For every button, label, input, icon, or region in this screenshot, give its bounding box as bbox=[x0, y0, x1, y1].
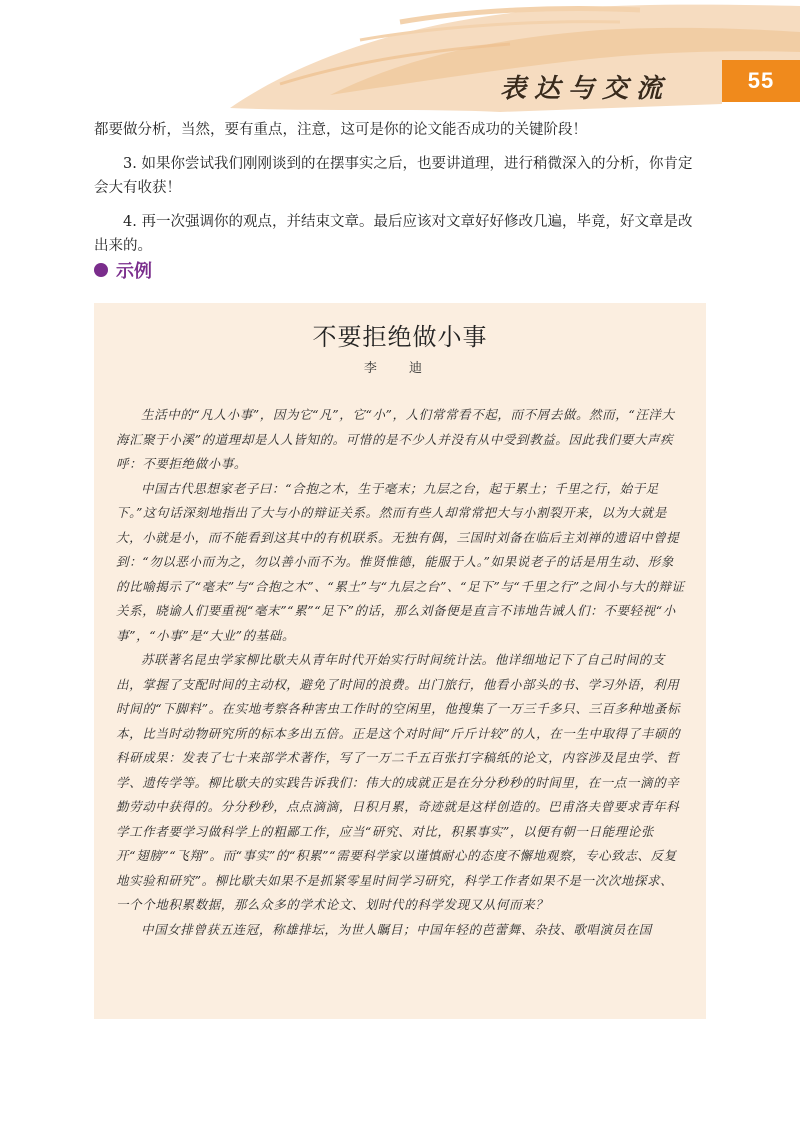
chapter-title: 表达与交流 bbox=[500, 74, 671, 104]
essay-paragraph: 苏联著名昆虫学家柳比歇夫从青年时代开始实行时间统计法。他详细地记下了自己时间的支出，掌握了支配时间的主动权，避免了时间的浪费。出门旅行，他看小部头的书、学习外语，利用时间的“下脚料”。在实地考察各种害虫工作时的空闲里，他搜集了一万三千多只、三百多种地蚤标本，比当时动物研究所的标本多出五倍。正是这个对时间“斤斤计较”的人，在一生中取得了丰硕的科研成果：发表了七十来部学术著作，写了一万二千五百张打字稿纸的论文，内容涉及昆虫学、哲学、遗传学等。柳比歇夫的实践告诉我们：伟大的成就正是在分分秒秒的时间里，在一点一滴的辛勤劳动中获得的。分分秒秒，点点滴滴，日积月累，奇迹就是这样创造的。巴甫洛夫曾要求青年科学工作者要学习做科学上的粗鄙工作，应当“研究、对比，积累事实”，以便有朝一日能理论张开“翅膀”“飞翔”。而“事实”的“积累”“需要科学家以谨慎耐心的态度不懈地观察，专心致志、反复地实验和研究”。柳比歇夫如果不是抓紧零星时间学习研究，科学工作者如果不是一次次地探求、一个个地积累数据，那么众多的学术论文、划时代的科学发现又从何而来？ bbox=[116, 652, 681, 912]
essay-body bbox=[116, 403, 686, 942]
example-essay-box bbox=[94, 303, 706, 1019]
section-label: 示例 bbox=[116, 261, 152, 281]
page-number: 55 bbox=[722, 60, 800, 102]
essay-paragraph: 生活中的“凡人小事”，因为它“凡”，它“小”，人们常常看不起，而不屑去做。然而，“汪洋大海汇聚于小溪”的道理却是人人皆知的。可惜的是不少人并没有从中受到教益。因此我们要大声疾呼：不要拒绝做小事。 bbox=[116, 407, 675, 471]
essay-author: 李 迪 bbox=[363, 361, 437, 376]
bullet-icon bbox=[94, 263, 108, 277]
intro-text bbox=[94, 118, 706, 268]
intro-paragraph: 3. 如果你尝试我们刚刚谈到的在摆事实之后，也要讲道理，进行稍微深入的分析，你肯定会大有收获！ bbox=[94, 156, 693, 196]
section-heading bbox=[94, 256, 152, 284]
essay-paragraph: 中国女排曾获五连冠，称雄排坛，为世人瞩目；中国年轻的芭蕾舞、杂技、歌唱演员在国 bbox=[141, 921, 652, 937]
essay-paragraph: 中国古代思想家老子曰：“合抱之木，生于毫末；九层之台，起于累土；千里之行，始于足下。”这句话深刻地指出了大与小的辩证关系。然而有些人却常常把大与小割裂开来，以为大就是大，小就是小，而不能看到这其中的有机联系。无独有偶，三国时刘备在临后主刘禅的遗诏中曾提到：“勿以恶小而为之，勿以善小而不为。惟贤惟德，能服于人。”如果说老子的话是用生动、形象的比喻揭示了“毫末”与“合抱之木”、“累土”与“九层之台”、“足下”与“千里之行”之间小与大的辩证关系，晓谕人们要重视“毫末”“累”“足下”的话，那么刘备便是直言不讳地告诫人们：不要轻视“小事”，“小事”是“大业”的基础。 bbox=[116, 480, 685, 643]
essay-title: 不要拒绝做小事 bbox=[312, 323, 488, 351]
intro-paragraph: 4. 再一次强调你的观点，并结束文章。最后应该对文章好好修改几遍，毕竟，好文章是改出来的。 bbox=[94, 214, 693, 254]
intro-paragraph: 都要做分析，当然，要有重点，注意，这可是你的论文能否成功的关键阶段！ bbox=[94, 122, 587, 138]
